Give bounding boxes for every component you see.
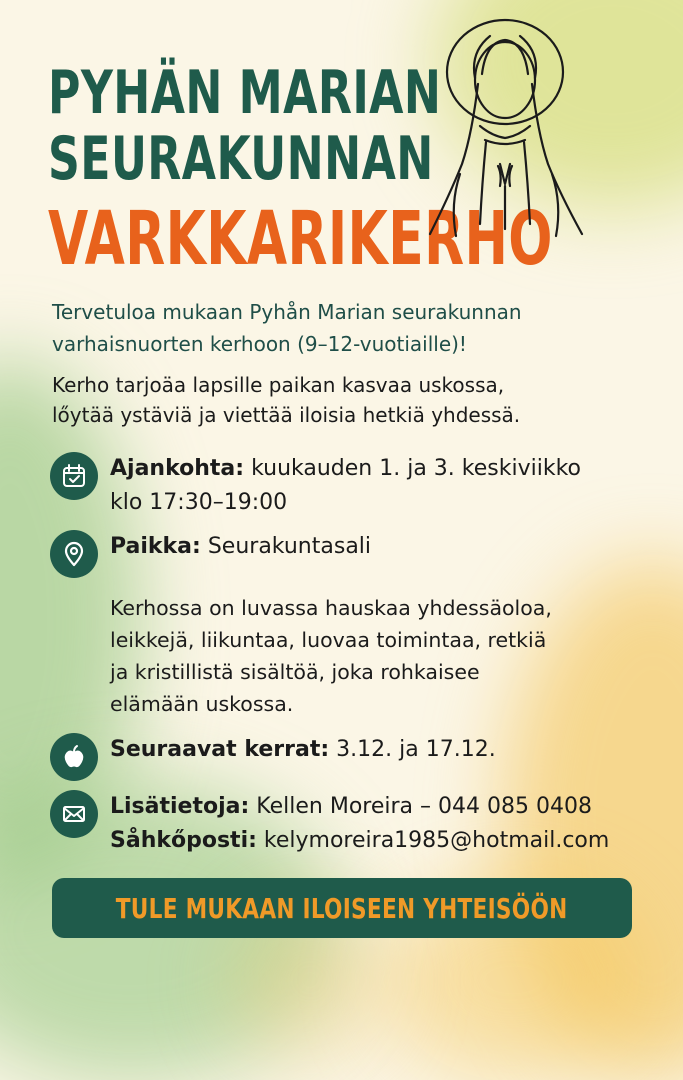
description-line-1: Kerho tarjoäa lapsille paikan kasvaa uskossa, xyxy=(52,373,505,397)
activities-line-3: ja kristillistä sisältöä, joka rohkaisee xyxy=(110,660,480,684)
next-dates-value: 3.12. ja 17.12. xyxy=(336,737,496,762)
call-to-action-text: TULE MUKAAN ILOISEEN YHTEISÖÖN xyxy=(116,891,568,925)
calendar-icon xyxy=(50,452,98,500)
time-text xyxy=(110,452,670,520)
place-label: Paikka: xyxy=(110,534,201,559)
intro-line-1: Tervetuloa mukaan Pyhån Marian seurakunnan xyxy=(52,300,522,324)
apple-icon xyxy=(50,733,98,781)
contact-email-value: kelymoreira1985@hotmail.com xyxy=(263,828,610,853)
time-value-line-1: kuukauden 1. ja 3. keskiviikko xyxy=(251,456,581,481)
contact-info-label: Lisätietoja: xyxy=(110,794,250,819)
description-text xyxy=(52,370,642,430)
next-dates-label: Seuraavat kerrat: xyxy=(110,737,330,762)
title-line-3: VARKKARIKERHO xyxy=(48,196,553,282)
place-text xyxy=(110,530,670,564)
contact-email-label: Såhkőposti: xyxy=(110,828,257,853)
next-dates-text xyxy=(110,733,670,767)
activities-line-4: elämään uskossa. xyxy=(110,692,294,716)
title-line-2: SEURAKUNNAN xyxy=(48,124,434,194)
place-value: Seurakuntasali xyxy=(207,534,372,559)
intro-line-2: varhaisnuorten kerhoon (9–12-vuotiaille)! xyxy=(52,332,467,356)
activities-line-2: leikkejä, liikuntaa, luovaa toimintaa, retkiä xyxy=(110,628,547,652)
contact-text xyxy=(110,790,670,858)
virgin-mary-illustration xyxy=(420,14,590,244)
time-label: Ajankohta: xyxy=(110,456,245,481)
contact-info-value: Kellen Moreira – 044 085 0408 xyxy=(256,794,592,819)
activities-line-1: Kerhossa on luvassa hauskaa yhdessäoloa, xyxy=(110,596,552,620)
description-line-2: lőytää ystäviä ja viettää iloisia hetkiä yhdessä. xyxy=(52,403,521,427)
title-line-1: PYHÄN MARIAN xyxy=(48,58,442,128)
location-pin-icon xyxy=(50,530,98,578)
envelope-icon xyxy=(50,790,98,838)
intro-text xyxy=(52,296,652,360)
call-to-action-banner xyxy=(52,878,632,938)
activities-text xyxy=(110,592,650,720)
time-value-line-2: klo 17:30–19:00 xyxy=(110,490,288,515)
